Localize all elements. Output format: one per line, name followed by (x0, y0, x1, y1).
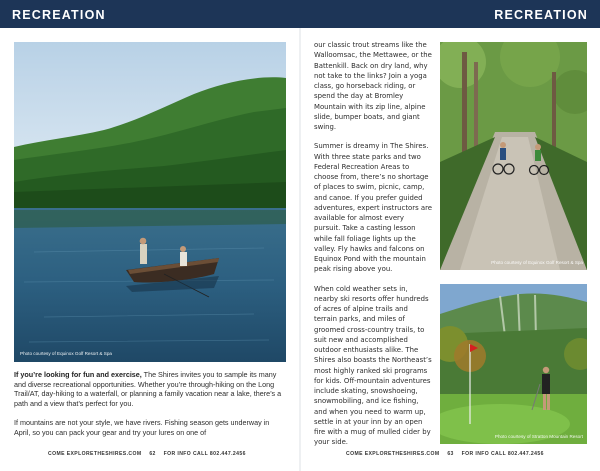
left-footer-page-number: 62 (149, 451, 156, 457)
biking-photo (440, 42, 587, 270)
golf-photo-credit: Photo courtesy of Stratton Mountain Resort (494, 434, 583, 439)
right-footer-page-number: 63 (447, 451, 454, 457)
right-footer-site: COME EXPLORETHESHIRES.COM (346, 451, 440, 457)
fishing-boat-lake-photo (14, 42, 286, 362)
page-gutter (299, 28, 301, 471)
left-paragraph-2: If mountains are not your style, we have rivers. Fishing season gets underway in April, so you can pack your gear and try your lures on one of (14, 417, 270, 437)
left-footer (48, 451, 252, 457)
golf-mountain-photo (440, 284, 587, 444)
golf-photo (440, 284, 587, 444)
left-intro-rest: The Shires invites you to sample its many and diverse recreational opportunities. Whether you’re through-hiking on the Long Trail/AT, day-hiking to a waterfall, or planning a family vacation near a lake, there’s a path and a view that’s perfect for you. (14, 370, 282, 409)
fishing-photo-credit: Photo courtesy of Equinox Golf Resort & Spa (20, 351, 112, 356)
biking-photo-credit: Photo courtesy of Equinox Golf Resort & Spa (491, 260, 583, 265)
left-intro-paragraph (14, 370, 286, 409)
bike-trail-photo (440, 42, 587, 270)
left-footer-info: FOR INFO CALL 802.447.2456 (163, 451, 246, 457)
left-intro-lead: If you’re looking for fun and exercise, (14, 370, 142, 379)
fishing-photo (14, 42, 286, 362)
right-paragraph-1: our classic trout streams like the Walloomsac, the Mettawee, or the Battenkill. Back on dry land, why not take to the links? Join a yoga class, go horseback riding, or spend the day at Bromley Mountain with its zip line, alpine slide, bumper boats, and giant swing. (314, 41, 432, 131)
right-paragraph-3: When cold weather sets in, nearby ski resorts offer hundreds of acres of alpine trails and terrain parks, and miles of groomed cross-country trails, to suit new and accomplished outdoor enthusiasts alike. The Shires also boasts the Northeast’s most highly ranked ski programs for kids. Off-mountain adventures include skating, snowshoeing, snowmobiling, and ice fishing, and when you need to warm up, settle in at your inn by an open fire with a mug of mulled cider by your side. (314, 284, 432, 447)
left-footer-site: COME EXPLORETHESHIRES.COM (48, 451, 142, 457)
page-title-left: RECREATION (12, 8, 106, 22)
right-page-body (314, 40, 432, 457)
left-page-body (14, 370, 286, 446)
right-footer-info: FOR INFO CALL 802.447.2456 (461, 451, 544, 457)
right-paragraph-2: Summer is dreamy in The Shires. With three state parks and two Federal Recreation Areas to choose from, there’s no shortage of places to swim, picnic, camp, and canoe. If you prefer guided adventures, expert instructors are available for almost every pursuit. Take a casting lesson while fall foliage lights up the valley. Fly hawks and falcons on Equinox Pond with the mountain peak rising above you. (314, 142, 433, 274)
page-title-right: RECREATION (494, 8, 588, 22)
right-footer (346, 451, 550, 457)
